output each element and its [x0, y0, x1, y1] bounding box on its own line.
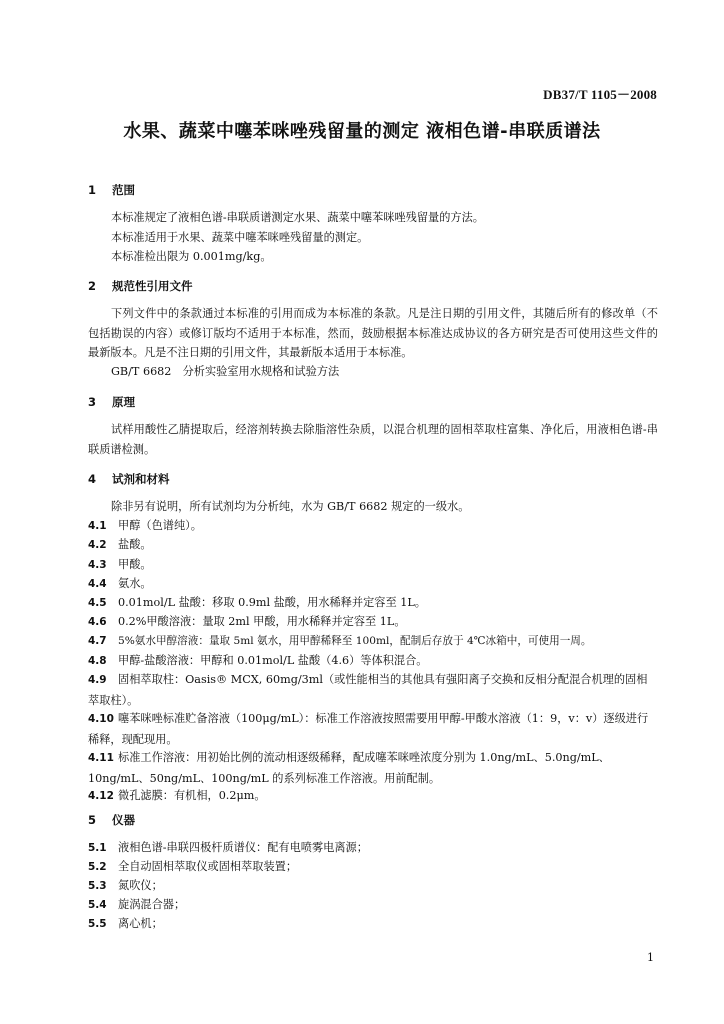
section-title: 仪器: [112, 813, 135, 827]
reference-gbt-6682: GB/T 6682 分析实验室用水规格和试验方法: [111, 365, 340, 378]
list-item: 4.10 噻苯咪唑标准贮备溶液（100μg/mL）：标准工作溶液按照需要用甲醇-甲酸水溶液（1：9，v：v）逐级进行稀释，现配现用。: [88, 712, 649, 746]
section-number: 1: [88, 183, 97, 197]
section-2-heading: [88, 278, 193, 294]
list-item: 4.6 0.2%甲酸溶液：量取 2ml 甲酸，用水稀释并定容至 1L。: [88, 615, 406, 628]
list-item: 5.5 离心机；: [88, 917, 163, 930]
list-item: 4.5 0.01mol/L 盐酸：移取 0.9ml 盐酸，用水稀释并定容至 1L。: [88, 596, 426, 609]
list-item: 4.9 固相萃取柱：Oasis® MCX, 60mg/3ml（或性能相当的其他具有强阳离子交换和反相分配混合机理的固相萃取柱）。: [88, 673, 648, 707]
section-3-heading: [88, 394, 135, 410]
scope-line-1: 本标准规定了液相色谱-串联质谱测定水果、蔬菜中噻苯咪唑残留量的方法。: [111, 211, 484, 224]
list-item: 4.4 氨水。: [88, 577, 152, 590]
list-item: 5.2 全自动固相萃取仪或固相萃取装置；: [88, 860, 298, 873]
section-title: 试剂和材料: [112, 472, 170, 486]
list-item: 5.1 液相色谱-串联四极杆质谱仪：配有电喷雾电离源；: [88, 841, 368, 854]
section-number: 5: [88, 813, 97, 827]
section-number: 2: [88, 279, 97, 293]
section-title: 范围: [112, 183, 135, 197]
list-item: 5.4 旋涡混合器；: [88, 898, 186, 911]
list-item: 4.2 盐酸。: [88, 538, 152, 551]
section-5-heading: [88, 812, 135, 828]
list-item: 4.7 5%氨水甲醇溶液：量取 5ml 氨水，用甲醇稀释至 100ml，配制后存放于 4℃冰箱中，可使用一周。: [88, 635, 592, 647]
normative-references-paragraph: 下列文件中的条款通过本标准的引用而成为本标准的条款。凡是注日期的引用文件，其随后所有的修改单（不包括勘误的内容）或修订版均不适用于本标准，然而，鼓励根据本标准达成协议的各方研究是否可使用这些文件的最新版本。凡是不注日期的引用文件，其最新版本适用于本标准。: [88, 307, 658, 359]
scope-line-3: 本标准检出限为 0.001mg/kg。: [111, 250, 272, 263]
reagents-intro: 除非另有说明，所有试剂均为分析纯，水为 GB/T 6682 规定的一级水。: [111, 500, 470, 513]
document-title: 水果、蔬菜中噻苯咪唑残留量的测定 液相色谱-串联质谱法: [123, 121, 601, 142]
list-item: 4.1 甲醇（色谱纯）。: [88, 519, 202, 532]
list-item: 4.11 标准工作溶液：用初始比例的流动相逐级稀释，配成噻苯咪唑浓度分别为 1.0ng/mL、5.0ng/mL、10ng/mL、50ng/mL、100ng/mL 的系列标准工作溶液。用前配制。: [88, 751, 610, 785]
section-number: 4: [88, 472, 97, 486]
scope-line-2: 本标准适用于水果、蔬菜中噻苯咪唑残留量的测定。: [111, 231, 369, 244]
list-item: 4.12 微孔滤膜：有机相，0.2μm。: [88, 789, 266, 802]
section-4-heading: [88, 471, 170, 487]
section-title: 规范性引用文件: [112, 279, 193, 293]
principle-paragraph: 试样用酸性乙腈提取后，经溶剂转换去除脂溶性杂质，以混合机理的固相萃取柱富集、净化后，用液相色谱-串联质谱检测。: [88, 423, 658, 456]
list-item: 5.3 氮吹仪；: [88, 879, 163, 892]
section-1-heading: [88, 182, 135, 198]
list-item: 4.3 甲酸。: [88, 558, 152, 571]
page-number: 1: [647, 951, 654, 964]
standard-code: DB37/T 1105－2008: [543, 87, 657, 102]
list-item: 4.8 甲醇-盐酸溶液：甲醇和 0.01mol/L 盐酸（4.6）等体积混合。: [88, 654, 428, 667]
section-number: 3: [88, 395, 97, 409]
section-title: 原理: [112, 395, 135, 409]
